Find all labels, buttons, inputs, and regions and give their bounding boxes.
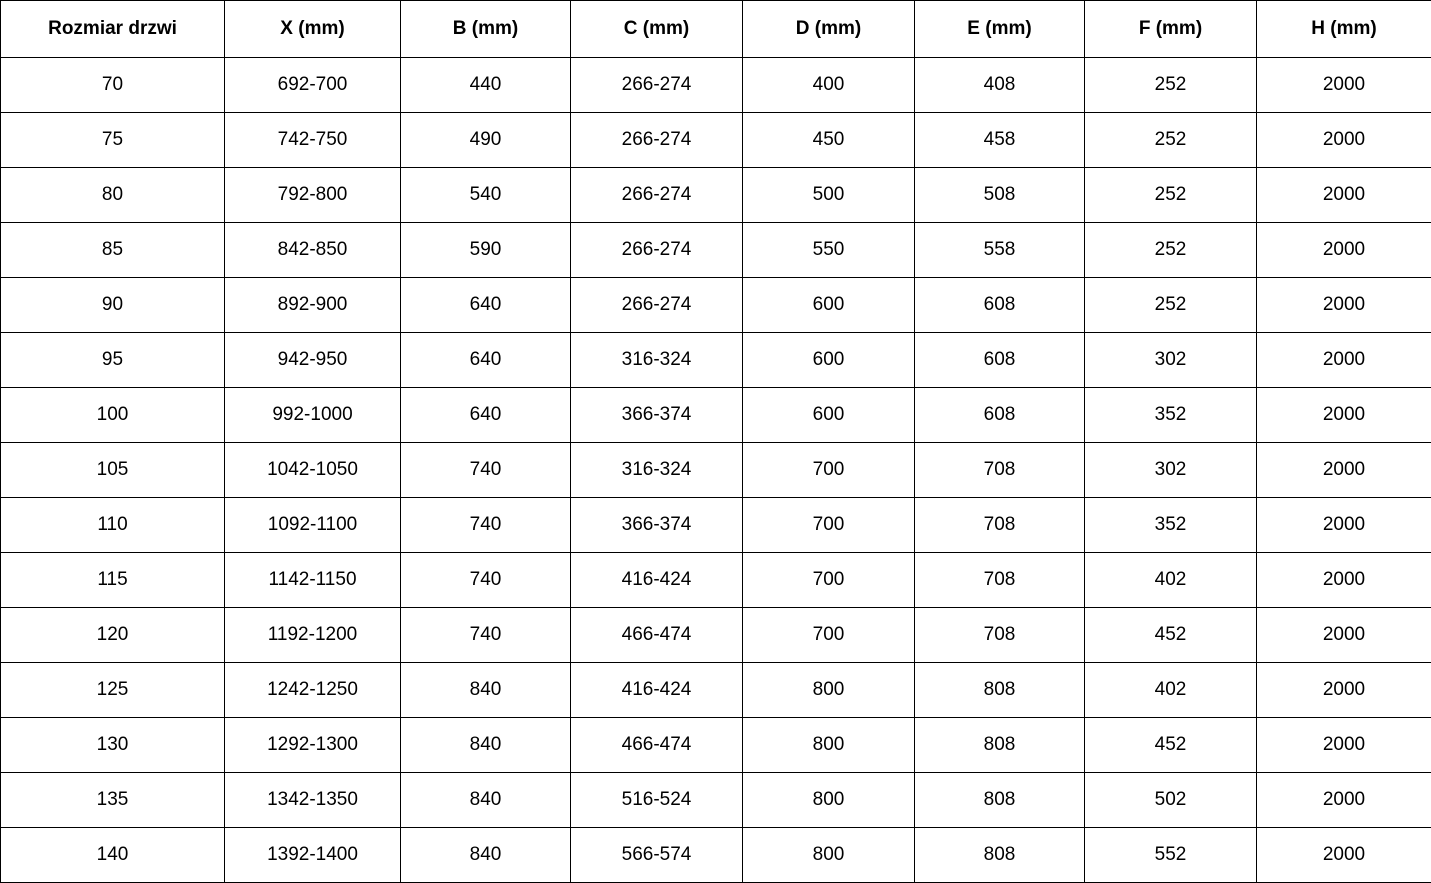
cell-h: 2000 <box>1257 608 1431 663</box>
cell-rozmiar-drzwi: 130 <box>1 718 225 773</box>
cell-e: 558 <box>915 223 1085 278</box>
cell-rozmiar-drzwi: 125 <box>1 663 225 718</box>
column-header-x: X (mm) <box>225 1 401 58</box>
cell-b: 840 <box>401 773 571 828</box>
cell-c: 516-524 <box>571 773 743 828</box>
cell-d: 700 <box>743 443 915 498</box>
cell-h: 2000 <box>1257 663 1431 718</box>
cell-f: 402 <box>1085 553 1257 608</box>
cell-f: 252 <box>1085 223 1257 278</box>
cell-rozmiar-drzwi: 95 <box>1 333 225 388</box>
cell-c: 466-474 <box>571 608 743 663</box>
cell-x: 1192-1200 <box>225 608 401 663</box>
cell-h: 2000 <box>1257 113 1431 168</box>
cell-h: 2000 <box>1257 498 1431 553</box>
table-row <box>1 278 1431 333</box>
cell-d: 600 <box>743 388 915 443</box>
cell-x: 1342-1350 <box>225 773 401 828</box>
cell-e: 808 <box>915 718 1085 773</box>
table-row <box>1 608 1431 663</box>
cell-x: 1142-1150 <box>225 553 401 608</box>
column-header-b: B (mm) <box>401 1 571 58</box>
table-row <box>1 333 1431 388</box>
cell-rozmiar-drzwi: 75 <box>1 113 225 168</box>
cell-d: 800 <box>743 718 915 773</box>
cell-b: 840 <box>401 828 571 883</box>
cell-e: 808 <box>915 663 1085 718</box>
cell-d: 600 <box>743 333 915 388</box>
cell-x: 1292-1300 <box>225 718 401 773</box>
cell-x: 842-850 <box>225 223 401 278</box>
cell-e: 708 <box>915 443 1085 498</box>
cell-c: 316-324 <box>571 443 743 498</box>
cell-e: 508 <box>915 168 1085 223</box>
table-row <box>1 663 1431 718</box>
cell-b: 740 <box>401 443 571 498</box>
cell-d: 700 <box>743 608 915 663</box>
cell-c: 266-274 <box>571 168 743 223</box>
cell-f: 502 <box>1085 773 1257 828</box>
cell-rozmiar-drzwi: 80 <box>1 168 225 223</box>
table-row <box>1 498 1431 553</box>
cell-rozmiar-drzwi: 120 <box>1 608 225 663</box>
cell-b: 840 <box>401 718 571 773</box>
cell-b: 540 <box>401 168 571 223</box>
cell-d: 600 <box>743 278 915 333</box>
cell-h: 2000 <box>1257 388 1431 443</box>
cell-c: 466-474 <box>571 718 743 773</box>
cell-b: 640 <box>401 388 571 443</box>
cell-c: 366-374 <box>571 498 743 553</box>
cell-c: 266-274 <box>571 223 743 278</box>
cell-rozmiar-drzwi: 110 <box>1 498 225 553</box>
cell-f: 452 <box>1085 608 1257 663</box>
cell-x: 1242-1250 <box>225 663 401 718</box>
cell-x: 792-800 <box>225 168 401 223</box>
cell-c: 416-424 <box>571 663 743 718</box>
cell-x: 1092-1100 <box>225 498 401 553</box>
table-header <box>1 1 1431 58</box>
cell-x: 1042-1050 <box>225 443 401 498</box>
cell-d: 700 <box>743 553 915 608</box>
cell-x: 892-900 <box>225 278 401 333</box>
cell-c: 416-424 <box>571 553 743 608</box>
cell-h: 2000 <box>1257 58 1431 113</box>
table-row <box>1 168 1431 223</box>
cell-e: 808 <box>915 773 1085 828</box>
cell-rozmiar-drzwi: 70 <box>1 58 225 113</box>
cell-c: 266-274 <box>571 113 743 168</box>
cell-e: 708 <box>915 553 1085 608</box>
cell-rozmiar-drzwi: 105 <box>1 443 225 498</box>
cell-h: 2000 <box>1257 553 1431 608</box>
cell-f: 452 <box>1085 718 1257 773</box>
cell-d: 450 <box>743 113 915 168</box>
cell-h: 2000 <box>1257 168 1431 223</box>
cell-c: 316-324 <box>571 333 743 388</box>
cell-e: 708 <box>915 498 1085 553</box>
cell-b: 490 <box>401 113 571 168</box>
cell-d: 800 <box>743 828 915 883</box>
cell-f: 352 <box>1085 498 1257 553</box>
cell-h: 2000 <box>1257 333 1431 388</box>
cell-d: 500 <box>743 168 915 223</box>
cell-h: 2000 <box>1257 443 1431 498</box>
cell-b: 590 <box>401 223 571 278</box>
cell-e: 608 <box>915 388 1085 443</box>
column-header-rozmiar-drzwi: Rozmiar drzwi <box>1 1 225 58</box>
column-header-d: D (mm) <box>743 1 915 58</box>
cell-c: 566-574 <box>571 828 743 883</box>
cell-c: 266-274 <box>571 58 743 113</box>
cell-d: 400 <box>743 58 915 113</box>
cell-b: 640 <box>401 278 571 333</box>
cell-f: 252 <box>1085 168 1257 223</box>
cell-h: 2000 <box>1257 828 1431 883</box>
cell-rozmiar-drzwi: 135 <box>1 773 225 828</box>
cell-e: 408 <box>915 58 1085 113</box>
cell-e: 808 <box>915 828 1085 883</box>
column-header-f: F (mm) <box>1085 1 1257 58</box>
cell-f: 252 <box>1085 113 1257 168</box>
table-row <box>1 113 1431 168</box>
cell-rozmiar-drzwi: 100 <box>1 388 225 443</box>
column-header-h: H (mm) <box>1257 1 1431 58</box>
cell-f: 302 <box>1085 443 1257 498</box>
cell-h: 2000 <box>1257 223 1431 278</box>
cell-x: 942-950 <box>225 333 401 388</box>
cell-b: 840 <box>401 663 571 718</box>
cell-h: 2000 <box>1257 718 1431 773</box>
table-body <box>1 58 1431 883</box>
table-row <box>1 773 1431 828</box>
table-row <box>1 553 1431 608</box>
table-row <box>1 718 1431 773</box>
cell-d: 700 <box>743 498 915 553</box>
table-row <box>1 443 1431 498</box>
cell-d: 800 <box>743 663 915 718</box>
cell-x: 1392-1400 <box>225 828 401 883</box>
cell-b: 740 <box>401 553 571 608</box>
cell-d: 550 <box>743 223 915 278</box>
cell-h: 2000 <box>1257 773 1431 828</box>
cell-b: 440 <box>401 58 571 113</box>
cell-e: 458 <box>915 113 1085 168</box>
cell-f: 402 <box>1085 663 1257 718</box>
cell-b: 740 <box>401 498 571 553</box>
table-header-row <box>1 1 1431 58</box>
table-row <box>1 388 1431 443</box>
cell-h: 2000 <box>1257 278 1431 333</box>
table-row <box>1 223 1431 278</box>
cell-e: 608 <box>915 333 1085 388</box>
cell-x: 992-1000 <box>225 388 401 443</box>
cell-d: 800 <box>743 773 915 828</box>
cell-x: 742-750 <box>225 113 401 168</box>
cell-c: 266-274 <box>571 278 743 333</box>
cell-f: 352 <box>1085 388 1257 443</box>
cell-c: 366-374 <box>571 388 743 443</box>
cell-b: 640 <box>401 333 571 388</box>
cell-x: 692-700 <box>225 58 401 113</box>
cell-rozmiar-drzwi: 140 <box>1 828 225 883</box>
cell-rozmiar-drzwi: 90 <box>1 278 225 333</box>
table-row <box>1 58 1431 113</box>
cell-f: 252 <box>1085 278 1257 333</box>
cell-f: 302 <box>1085 333 1257 388</box>
cell-b: 740 <box>401 608 571 663</box>
table-row <box>1 828 1431 883</box>
cell-f: 552 <box>1085 828 1257 883</box>
cell-e: 608 <box>915 278 1085 333</box>
cell-e: 708 <box>915 608 1085 663</box>
cell-rozmiar-drzwi: 115 <box>1 553 225 608</box>
cell-f: 252 <box>1085 58 1257 113</box>
cell-rozmiar-drzwi: 85 <box>1 223 225 278</box>
column-header-c: C (mm) <box>571 1 743 58</box>
column-header-e: E (mm) <box>915 1 1085 58</box>
